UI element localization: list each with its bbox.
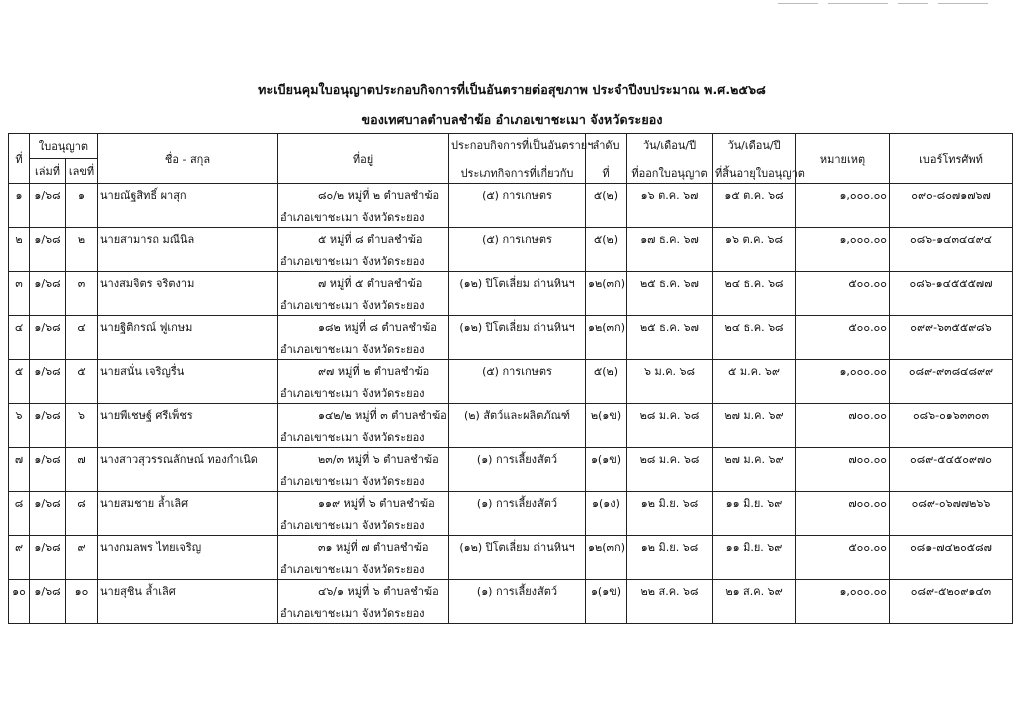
row-address-line2: อำเภอเขาชะเมา จังหวัดระยอง (278, 382, 449, 404)
row-number: ๑๐ (66, 580, 98, 602)
row-expire-date-blank (713, 382, 796, 404)
header-expire-line1: วัน/เดือน/ปี (727, 138, 781, 152)
row-number: ๗ (66, 448, 98, 470)
row-address-line1: ๙๗ หมู่ที่ ๒ ตำบลชำฆ้อ (278, 360, 449, 382)
row-no-blank (9, 558, 30, 580)
table-row (9, 272, 1013, 294)
row-phone-blank (890, 294, 1013, 316)
row-expire-date-blank (713, 514, 796, 536)
row-phone-blank (890, 382, 1013, 404)
row-remark: ๑,๐๐๐.๐๐ (796, 580, 890, 602)
row-address-line2: อำเภอเขาชะเมา จังหวัดระยอง (278, 558, 449, 580)
header-issue-date (627, 134, 713, 184)
header-no: ที่ (9, 134, 30, 184)
row-phone: ๐๘๙-๕๒๐๙๑๔๓ (890, 580, 1013, 602)
license-register-table (8, 133, 1013, 624)
row-number-blank (66, 250, 98, 272)
table-row-continuation (9, 602, 1013, 624)
row-address-line1: ๔๖/๑ หมู่ที่ ๖ ตำบลชำฆ้อ (278, 580, 449, 602)
row-issue-date: ๑๖ ต.ค. ๖๗ (627, 184, 713, 206)
row-issue-date: ๒๕ ธ.ค. ๖๗ (627, 272, 713, 294)
row-order-blank (586, 470, 627, 492)
row-number-blank (66, 338, 98, 360)
row-name-blank (98, 514, 278, 536)
row-name: นายสนั่น เจริญรื่น (98, 360, 278, 382)
row-phone: ๐๙๐-๘๐๗๑๗๖๗ (890, 184, 1013, 206)
row-no-blank (9, 294, 30, 316)
row-book-no-blank (30, 338, 66, 360)
row-no-blank (9, 470, 30, 492)
table-row (9, 228, 1013, 250)
row-remark: ๕๐๐.๐๐ (796, 536, 890, 558)
row-order: ๒(๑ข) (586, 404, 627, 426)
row-order-blank (586, 426, 627, 448)
row-phone-blank (890, 206, 1013, 228)
row-phone: ๐๘๖-๑๔๕๕๕๗๗ (890, 272, 1013, 294)
row-remark: ๕๐๐.๐๐ (796, 272, 890, 294)
row-business: (๑) การเลี้ยงสัตว์ (449, 448, 586, 470)
header-expire-line2: ที่สิ้นอายุใบอนุญาต (715, 166, 805, 180)
row-book-no-blank (30, 426, 66, 448)
row-business: (๕) การเกษตร (449, 228, 586, 250)
row-issue-date-blank (627, 602, 713, 624)
row-expire-date-blank (713, 338, 796, 360)
row-issue-date-blank (627, 338, 713, 360)
row-number-blank (66, 602, 98, 624)
row-business: (๕) การเกษตร (449, 360, 586, 382)
row-number: ๙ (66, 536, 98, 558)
row-number: ๖ (66, 404, 98, 426)
row-expire-date: ๑๖ ต.ค. ๖๘ (713, 228, 796, 250)
row-expire-date-blank (713, 250, 796, 272)
row-number-blank (66, 470, 98, 492)
row-issue-date: ๒๕ ธ.ค. ๖๗ (627, 316, 713, 338)
row-no: ๘ (9, 492, 30, 514)
table-row-continuation (9, 558, 1013, 580)
row-business-blank (449, 294, 586, 316)
row-order: ๑๒(๓ก) (586, 316, 627, 338)
row-no: ๙ (9, 536, 30, 558)
header-phone: เบอร์โทรศัพท์ (890, 134, 1013, 184)
row-address-line1: ๑๑๙ หมู่ที่ ๖ ตำบลชำฆ้อ (278, 492, 449, 514)
row-business: (๒) สัตว์และผลิตภัณฑ์ (449, 404, 586, 426)
table-row (9, 404, 1013, 426)
register-body (9, 184, 1013, 624)
table-row (9, 184, 1013, 206)
row-order: ๕(๒) (586, 228, 627, 250)
row-name-blank (98, 558, 278, 580)
row-number: ๘ (66, 492, 98, 514)
row-issue-date-blank (627, 470, 713, 492)
row-expire-date: ๑๑ มิ.ย. ๖๙ (713, 536, 796, 558)
row-remark: ๗๐๐.๐๐ (796, 404, 890, 426)
row-issue-date: ๒๘ ม.ค. ๖๘ (627, 448, 713, 470)
row-order: ๕(๒) (586, 360, 627, 382)
row-book-no: ๑/๖๘ (30, 272, 66, 294)
row-phone-blank (890, 338, 1013, 360)
row-expire-date-blank (713, 602, 796, 624)
row-no: ๔ (9, 316, 30, 338)
table-row-continuation (9, 294, 1013, 316)
row-phone-blank (890, 514, 1013, 536)
table-row-continuation (9, 250, 1013, 272)
row-name: นายสามารถ มณีนิล (98, 228, 278, 250)
header-business-line1: ประกอบกิจการที่เป็นอันตรายฯ (451, 138, 594, 152)
row-number-blank (66, 558, 98, 580)
row-no-blank (9, 338, 30, 360)
row-book-no: ๑/๖๘ (30, 360, 66, 382)
row-name-blank (98, 250, 278, 272)
row-book-no-blank (30, 206, 66, 228)
row-book-no-blank (30, 382, 66, 404)
row-expire-date-blank (713, 426, 796, 448)
row-name: นายสมชาย ล้ำเลิศ (98, 492, 278, 514)
row-phone: ๐๘๙-๕๔๕๐๙๗๐ (890, 448, 1013, 470)
row-address-line1: ๑๘๒ หมู่ที่ ๘ ตำบลชำฆ้อ (278, 316, 449, 338)
row-no-blank (9, 382, 30, 404)
row-name: นายณัฐสิทธิ์ ผาสุก (98, 184, 278, 206)
row-order-blank (586, 514, 627, 536)
row-number-blank (66, 514, 98, 536)
row-issue-date-blank (627, 382, 713, 404)
row-remark-blank (796, 426, 890, 448)
row-remark-blank (796, 558, 890, 580)
row-expire-date: ๒๑ ส.ค. ๖๙ (713, 580, 796, 602)
header-order (586, 134, 627, 184)
row-order: ๑(๑ข) (586, 580, 627, 602)
row-business-blank (449, 250, 586, 272)
table-row-continuation (9, 206, 1013, 228)
row-book-no: ๑/๖๘ (30, 448, 66, 470)
row-business-blank (449, 470, 586, 492)
row-name: นางสมจิตร จริตงาม (98, 272, 278, 294)
row-book-no-blank (30, 250, 66, 272)
header-business (449, 134, 594, 184)
row-expire-date: ๒๗ ม.ค. ๖๙ (713, 404, 796, 426)
row-expire-date: ๕ ม.ค. ๖๙ (713, 360, 796, 382)
row-issue-date-blank (627, 558, 713, 580)
row-book-no: ๑/๖๘ (30, 316, 66, 338)
row-no: ๑๐ (9, 580, 30, 602)
row-phone: ๐๘๖-๑๔๓๔๔๙๔ (890, 228, 1013, 250)
scan-marks (778, 3, 1018, 9)
row-remark-blank (796, 602, 890, 624)
row-address-line2: อำเภอเขาชะเมา จังหวัดระยอง (278, 602, 449, 624)
row-issue-date-blank (627, 206, 713, 228)
row-no: ๓ (9, 272, 30, 294)
row-address-line1: ๗ หมู่ที่ ๕ ตำบลชำฆ้อ (278, 272, 449, 294)
row-no: ๒ (9, 228, 30, 250)
row-number-blank (66, 294, 98, 316)
row-book-no: ๑/๖๘ (30, 492, 66, 514)
row-expire-date: ๒๗ ม.ค. ๖๙ (713, 448, 796, 470)
row-phone-blank (890, 426, 1013, 448)
header-address: ที่อยู่ (278, 134, 449, 184)
header-order-line2: ที่ (602, 166, 610, 180)
row-name: นายสุชิน ล้ำเลิศ (98, 580, 278, 602)
row-business-blank (449, 382, 586, 404)
row-book-no: ๑/๖๘ (30, 536, 66, 558)
row-order: ๑๒(๓ก) (586, 536, 627, 558)
row-remark-blank (796, 382, 890, 404)
row-book-no: ๑/๖๘ (30, 404, 66, 426)
row-order: ๕(๒) (586, 184, 627, 206)
row-number-blank (66, 382, 98, 404)
header-book-no: เล่มที่ (30, 159, 66, 184)
row-remark: ๗๐๐.๐๐ (796, 492, 890, 514)
row-issue-date: ๖ ม.ค. ๖๘ (627, 360, 713, 382)
header-business-line2: ประเภทกิจการที่เกี่ยวกับ (460, 166, 574, 180)
row-address-line2: อำเภอเขาชะเมา จังหวัดระยอง (278, 250, 449, 272)
row-name: นางกมลพร ไทยเจริญ (98, 536, 278, 558)
row-number: ๕ (66, 360, 98, 382)
row-no-blank (9, 602, 30, 624)
row-remark-blank (796, 470, 890, 492)
row-business: (๕) การเกษตร (449, 184, 586, 206)
table-row (9, 580, 1013, 602)
row-order-blank (586, 382, 627, 404)
row-address-line1: ๓๑ หมู่ที่ ๗ ตำบลชำฆ้อ (278, 536, 449, 558)
row-order-blank (586, 206, 627, 228)
row-expire-date-blank (713, 294, 796, 316)
row-phone: ๐๘๙-๐๖๗๗๒๖๖ (890, 492, 1013, 514)
header-issue-line2: ที่ออกใบอนุญาต (631, 166, 708, 180)
header-license: ใบอนุญาต (30, 134, 98, 159)
table-row (9, 536, 1013, 558)
row-issue-date-blank (627, 250, 713, 272)
row-address-line1: ๘๐/๒ หมู่ที่ ๒ ตำบลชำฆ้อ (278, 184, 449, 206)
row-address-line1: ๒๓/๓ หมู่ที่ ๖ ตำบลชำฆ้อ (278, 448, 449, 470)
row-name-blank (98, 602, 278, 624)
row-name-blank (98, 382, 278, 404)
header-order-line1: ลำดับ (592, 138, 620, 152)
row-remark: ๑,๐๐๐.๐๐ (796, 360, 890, 382)
row-name: นายฐิติกรณ์ ฟูเกษม (98, 316, 278, 338)
table-row (9, 492, 1013, 514)
table-row-continuation (9, 382, 1013, 404)
row-address-line2: อำเภอเขาชะเมา จังหวัดระยอง (278, 206, 449, 228)
row-address-line1: ๕ หมู่ที่ ๘ ตำบลชำฆ้อ (278, 228, 449, 250)
row-name-blank (98, 206, 278, 228)
table-row-continuation (9, 338, 1013, 360)
row-phone: ๐๘๖-๐๑๖๓๓๐๓ (890, 404, 1013, 426)
table-row-continuation (9, 514, 1013, 536)
row-address-line2: อำเภอเขาชะเมา จังหวัดระยอง (278, 426, 449, 448)
row-issue-date: ๒๘ ม.ค. ๖๘ (627, 404, 713, 426)
row-no: ๖ (9, 404, 30, 426)
table-row-continuation (9, 470, 1013, 492)
row-expire-date-blank (713, 206, 796, 228)
row-book-no: ๑/๖๘ (30, 184, 66, 206)
row-order-blank (586, 250, 627, 272)
row-order-blank (586, 338, 627, 360)
row-issue-date: ๑๒ มิ.ย. ๖๘ (627, 536, 713, 558)
table-row (9, 448, 1013, 470)
row-phone-blank (890, 558, 1013, 580)
row-business-blank (449, 558, 586, 580)
row-book-no: ๑/๖๘ (30, 580, 66, 602)
row-expire-date: ๑๑ มิ.ย. ๖๙ (713, 492, 796, 514)
row-address-line2: อำเภอเขาชะเมา จังหวัดระยอง (278, 294, 449, 316)
row-number: ๔ (66, 316, 98, 338)
row-business-blank (449, 426, 586, 448)
row-business: (๑๒) ปิโตเลี่ยม ถ่านหินฯ (449, 316, 586, 338)
row-phone: ๐๘๑-๗๔๒๐๕๘๗ (890, 536, 1013, 558)
table-row (9, 316, 1013, 338)
document-subtitle: ของเทศบาลตำบลชำฆ้อ อำเภอเขาชะเมา จังหวัดระยอง (361, 112, 663, 127)
row-address-line2: อำเภอเขาชะเมา จังหวัดระยอง (278, 470, 449, 492)
row-issue-date-blank (627, 294, 713, 316)
row-business-blank (449, 338, 586, 360)
row-remark: ๗๐๐.๐๐ (796, 448, 890, 470)
row-name: นางสาวสุวรรณลักษณ์ ทองกำเนิด (98, 448, 278, 470)
row-no: ๗ (9, 448, 30, 470)
row-order: ๑๒(๓ก) (586, 272, 627, 294)
row-number: ๑ (66, 184, 98, 206)
row-business: (๑) การเลี้ยงสัตว์ (449, 580, 586, 602)
row-no-blank (9, 514, 30, 536)
row-business-blank (449, 514, 586, 536)
row-issue-date-blank (627, 426, 713, 448)
row-business-blank (449, 602, 586, 624)
row-expire-date: ๒๔ ธ.ค. ๖๘ (713, 316, 796, 338)
row-no: ๕ (9, 360, 30, 382)
row-number: ๒ (66, 228, 98, 250)
row-name-blank (98, 338, 278, 360)
row-expire-date: ๒๔ ธ.ค. ๖๘ (713, 272, 796, 294)
table-row (9, 360, 1013, 382)
row-name-blank (98, 426, 278, 448)
row-book-no-blank (30, 514, 66, 536)
row-business: (๑๒) ปิโตเลี่ยม ถ่านหินฯ (449, 536, 586, 558)
row-remark: ๑,๐๐๐.๐๐ (796, 228, 890, 250)
row-remark-blank (796, 250, 890, 272)
row-issue-date-blank (627, 514, 713, 536)
row-phone-blank (890, 602, 1013, 624)
row-order: ๑(๑ง) (586, 492, 627, 514)
row-expire-date: ๑๕ ต.ค. ๖๘ (713, 184, 796, 206)
row-expire-date-blank (713, 470, 796, 492)
row-number-blank (66, 206, 98, 228)
header-expire-date (713, 134, 805, 184)
row-remark: ๕๐๐.๐๐ (796, 316, 890, 338)
row-address-line1: ๑๔๒/๒ หมู่ที่ ๓ ตำบลชำฆ้อ (278, 404, 449, 426)
row-number: ๓ (66, 272, 98, 294)
row-remark-blank (796, 294, 890, 316)
row-no: ๑ (9, 184, 30, 206)
row-expire-date-blank (713, 558, 796, 580)
row-number-blank (66, 426, 98, 448)
row-remark-blank (796, 338, 890, 360)
row-name-blank (98, 294, 278, 316)
row-book-no-blank (30, 470, 66, 492)
row-phone-blank (890, 250, 1013, 272)
row-order-blank (586, 602, 627, 624)
document-title: ทะเบียนคุมใบอนุญาตประกอบกิจการที่เป็นอันตรายต่อสุขภาพ ประจำปีงบประมาณ พ.ศ.๒๕๖๘ (258, 82, 766, 97)
row-no-blank (9, 206, 30, 228)
row-book-no-blank (30, 602, 66, 624)
row-book-no: ๑/๖๘ (30, 228, 66, 250)
row-phone: ๐๙๙-๖๓๕๕๙๘๖ (890, 316, 1013, 338)
row-address-line2: อำเภอเขาชะเมา จังหวัดระยอง (278, 514, 449, 536)
row-business: (๑๒) ปิโตเลี่ยม ถ่านหินฯ (449, 272, 586, 294)
row-name: นายพีเชษฐ์ ศรีเพ็ชร (98, 404, 278, 426)
row-no-blank (9, 426, 30, 448)
row-business: (๑) การเลี้ยงสัตว์ (449, 492, 586, 514)
row-remark-blank (796, 514, 890, 536)
row-order-blank (586, 558, 627, 580)
row-order-blank (586, 294, 627, 316)
header-remark: หมายเหตุ (796, 134, 890, 184)
row-business-blank (449, 206, 586, 228)
row-phone: ๐๘๙-๙๓๘๔๘๙๙ (890, 360, 1013, 382)
header-issue-line1: วัน/เดือน/ปี (642, 138, 697, 152)
row-no-blank (9, 250, 30, 272)
row-name-blank (98, 470, 278, 492)
row-book-no-blank (30, 294, 66, 316)
header-number: เลขที่ (66, 159, 98, 184)
row-address-line2: อำเภอเขาชะเมา จังหวัดระยอง (278, 338, 449, 360)
row-issue-date: ๑๗ ธ.ค. ๖๗ (627, 228, 713, 250)
row-remark-blank (796, 206, 890, 228)
row-order: ๑(๑ข) (586, 448, 627, 470)
row-phone-blank (890, 470, 1013, 492)
row-remark: ๑,๐๐๐.๐๐ (796, 184, 890, 206)
table-row-continuation (9, 426, 1013, 448)
row-issue-date: ๒๒ ส.ค. ๖๘ (627, 580, 713, 602)
header-name: ชื่อ - สกุล (98, 134, 278, 184)
row-book-no-blank (30, 558, 66, 580)
row-issue-date: ๑๒ มิ.ย. ๖๘ (627, 492, 713, 514)
